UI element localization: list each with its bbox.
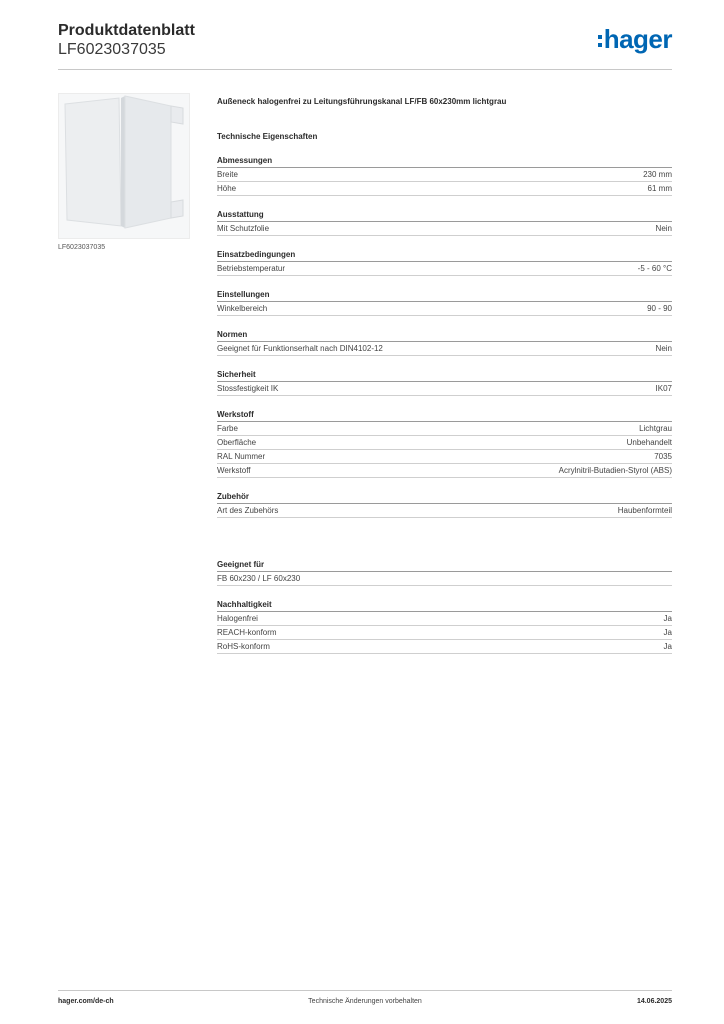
section-einsatzbedingungen xyxy=(217,250,672,276)
property-label: Geeignet für Funktionserhalt nach DIN4102-12 xyxy=(217,344,383,353)
section-normen xyxy=(217,330,672,356)
property-label: Oberfläche xyxy=(217,438,257,447)
section-geeignet-für xyxy=(217,560,672,586)
property-row xyxy=(217,422,672,436)
property-label: Breite xyxy=(217,170,238,179)
property-label: Stossfestigkeit IK xyxy=(217,384,279,393)
property-value: 7035 xyxy=(654,452,672,461)
technical-properties-title: Technische Eigenschaften xyxy=(217,132,318,141)
section-heading: Einstellungen xyxy=(217,290,672,302)
property-label: Winkelbereich xyxy=(217,304,268,313)
property-value: 61 mm xyxy=(647,184,672,193)
technical-sections xyxy=(217,156,672,518)
property-value: Ja xyxy=(663,628,672,637)
property-value: Nein xyxy=(655,224,672,233)
product-image xyxy=(58,93,190,239)
header-divider xyxy=(58,69,672,70)
property-value: IK07 xyxy=(655,384,672,393)
property-row xyxy=(217,640,672,654)
product-details xyxy=(217,96,672,654)
property-label: FB 60x230 / LF 60x230 xyxy=(217,574,301,583)
property-label: REACH-konform xyxy=(217,628,277,637)
section-heading: Sicherheit xyxy=(217,370,672,382)
section-heading: Ausstattung xyxy=(217,210,672,222)
section-heading: Geeignet für xyxy=(217,560,672,572)
property-value: Ja xyxy=(663,614,672,623)
property-label: Werkstoff xyxy=(217,466,251,475)
section-heading: Einsatzbedingungen xyxy=(217,250,672,262)
property-value: Unbehandelt xyxy=(626,438,672,447)
property-label: Betriebstemperatur xyxy=(217,264,286,273)
footer-date: 14.06.2025 xyxy=(636,998,672,1005)
section-heading: Abmessungen xyxy=(217,156,672,168)
logo-text: hager xyxy=(603,24,672,54)
logo-dots-icon xyxy=(598,35,602,47)
outer-corner-product-icon xyxy=(59,94,189,238)
section-heading: Werkstoff xyxy=(217,410,672,422)
property-label: Farbe xyxy=(217,424,238,433)
section-heading: Nachhaltigkeit xyxy=(217,600,672,612)
property-row xyxy=(217,436,672,450)
footer-notice: Technische Änderungen vorbehalten xyxy=(308,998,422,1005)
property-row xyxy=(217,342,672,356)
property-value: Ja xyxy=(663,642,672,651)
product-description: Außeneck halogenfrei zu Leitungsführungskanal LF/FB 60x230mm lichtgrau xyxy=(217,97,507,106)
image-caption: LF6023037035 xyxy=(58,244,106,251)
section-sicherheit xyxy=(217,370,672,396)
property-value: 230 mm xyxy=(643,170,672,179)
property-row xyxy=(217,182,672,196)
footer-divider xyxy=(58,990,672,991)
property-label: Art des Zubehörs xyxy=(217,506,279,515)
property-value: Haubenformteil xyxy=(617,506,672,515)
property-row xyxy=(217,464,672,478)
property-label: RAL Nummer xyxy=(217,452,266,461)
section-werkstoff xyxy=(217,410,672,478)
section-nachhaltigkeit xyxy=(217,600,672,654)
additional-sections xyxy=(217,560,672,654)
property-value: Nein xyxy=(655,344,672,353)
property-label: Höhe xyxy=(217,184,237,193)
property-row xyxy=(217,222,672,236)
section-einstellungen xyxy=(217,290,672,316)
section-abmessungen xyxy=(217,156,672,196)
section-heading: Zubehör xyxy=(217,492,672,504)
property-label: Mit Schutzfolie xyxy=(217,224,270,233)
property-value: Lichtgrau xyxy=(639,424,672,433)
property-row xyxy=(217,572,672,586)
footer-website: hager.com/de-ch xyxy=(58,998,114,1005)
section-heading: Normen xyxy=(217,330,672,342)
property-row xyxy=(217,168,672,182)
property-label: Halogenfrei xyxy=(217,614,258,623)
property-value: 90 - 90 xyxy=(647,304,672,313)
property-row xyxy=(217,262,672,276)
product-code: LF6023037035 xyxy=(58,41,166,58)
property-row xyxy=(217,612,672,626)
document-title: Produktdatenblatt xyxy=(58,22,195,39)
property-row xyxy=(217,382,672,396)
property-row xyxy=(217,504,672,518)
section-ausstattung xyxy=(217,210,672,236)
section-zubehör xyxy=(217,492,672,518)
property-row xyxy=(217,450,672,464)
property-label: RoHS-konform xyxy=(217,642,270,651)
property-value: Acrylnitril-Butadien-Styrol (ABS) xyxy=(558,466,672,475)
property-row xyxy=(217,626,672,640)
hager-logo xyxy=(598,26,672,52)
document-header xyxy=(58,22,672,59)
property-row xyxy=(217,302,672,316)
property-value: -5 - 60 °C xyxy=(637,264,672,273)
